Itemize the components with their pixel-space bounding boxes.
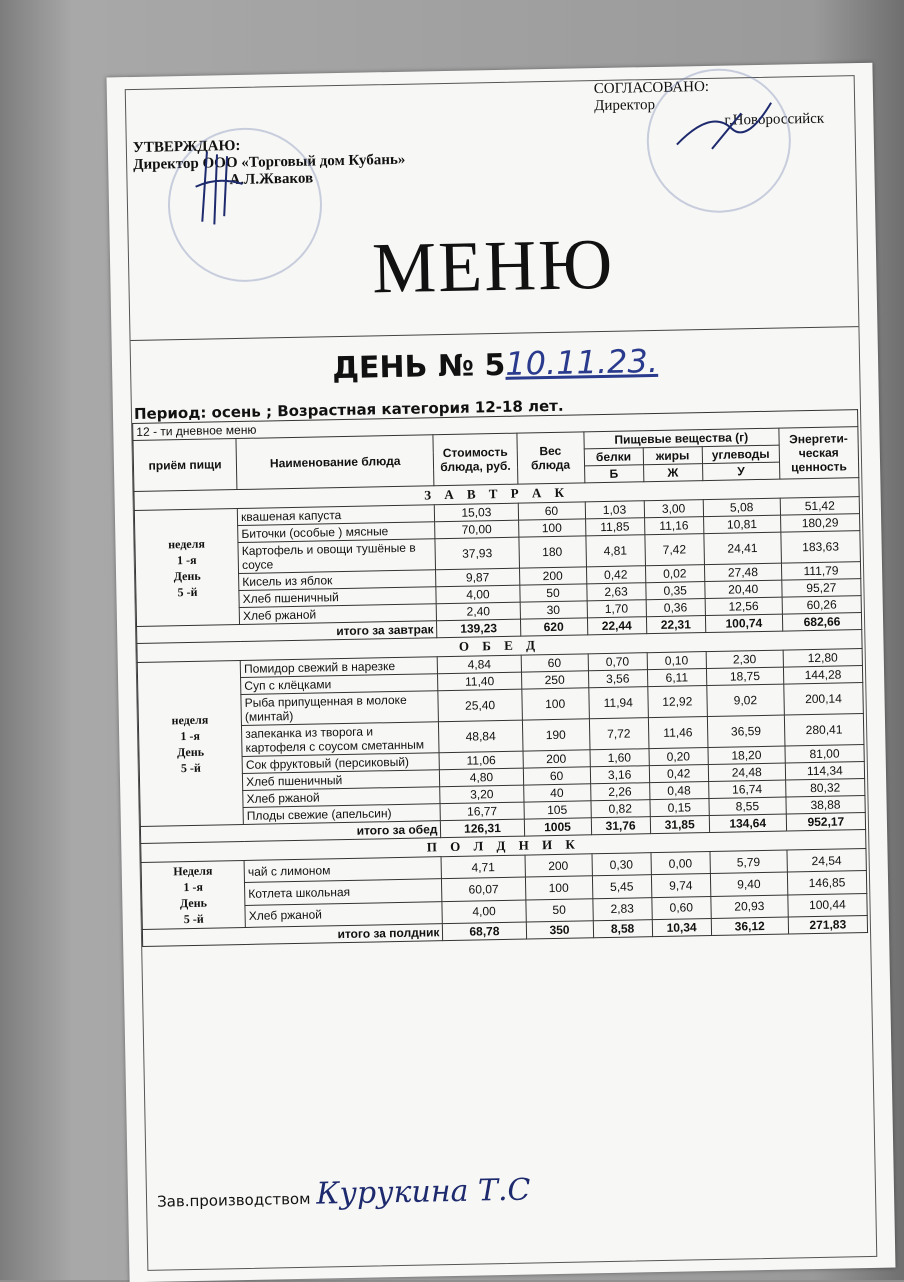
cell-u: 12,56 bbox=[705, 597, 782, 615]
menu-note: 12 - ти дневное меню bbox=[133, 410, 858, 441]
total-label: итого за обед bbox=[140, 821, 441, 844]
cell-u: 5,08 bbox=[703, 498, 780, 516]
section-heading: О Б Е Д bbox=[137, 630, 862, 663]
agreement-position: Директор bbox=[593, 96, 656, 115]
day-heading bbox=[131, 338, 860, 390]
cell-cost: 9,87 bbox=[436, 568, 519, 587]
agreement-signature-icon bbox=[671, 98, 782, 160]
cell-zh: 0,02 bbox=[645, 565, 704, 583]
total-weight: 350 bbox=[526, 921, 593, 939]
dish-name: Котлета школьная bbox=[245, 879, 443, 905]
footer-signature: Курукина Т.С bbox=[316, 1172, 531, 1212]
cell-b: 0,82 bbox=[591, 800, 650, 818]
col-weight: Вес блюда bbox=[516, 432, 584, 484]
day-label: ДЕНЬ № 5 bbox=[331, 347, 506, 387]
cell-cost: 48,84 bbox=[439, 720, 523, 753]
cell-b: 3,56 bbox=[588, 670, 647, 688]
day-date: 10.11.23. bbox=[504, 341, 659, 383]
total-e: 952,17 bbox=[786, 813, 865, 832]
col-b: Б bbox=[584, 465, 643, 483]
dish-name: Хлеб пшеничный bbox=[243, 770, 441, 791]
total-label: итого за завтрак bbox=[137, 621, 438, 644]
agreement-heading: СОГЛАСОВАНО: bbox=[593, 78, 710, 98]
cell-cost: 4,00 bbox=[436, 585, 519, 604]
cell-zh: 6,11 bbox=[647, 669, 706, 687]
cell-e: 183,63 bbox=[781, 531, 861, 564]
cell-e: 95,27 bbox=[782, 579, 861, 598]
section-heading: П О Л Д Н И К bbox=[141, 830, 866, 863]
cell-e: 146,85 bbox=[787, 871, 867, 895]
cell-weight: 100 bbox=[521, 688, 589, 720]
cell-e: 81,00 bbox=[785, 745, 864, 764]
dish-name: квашеная капуста bbox=[237, 505, 435, 526]
cell-weight: 40 bbox=[523, 784, 590, 802]
divider bbox=[131, 326, 859, 341]
col-cost: Стоимость блюда, руб. bbox=[433, 433, 517, 486]
cell-weight: 250 bbox=[521, 671, 588, 689]
total-b: 8,58 bbox=[593, 920, 652, 938]
cell-u: 20,40 bbox=[705, 580, 782, 598]
menu-table bbox=[132, 409, 868, 947]
dish-name: Хлеб ржаной bbox=[245, 901, 443, 927]
cell-cost: 4,71 bbox=[441, 855, 525, 879]
cell-b: 4,81 bbox=[585, 535, 645, 567]
total-weight: 1005 bbox=[524, 818, 591, 836]
cell-b: 5,45 bbox=[592, 875, 651, 898]
cell-b: 11,94 bbox=[588, 687, 648, 719]
cell-u: 2,30 bbox=[706, 650, 783, 668]
cell-e: 180,29 bbox=[780, 514, 859, 533]
col-u: У bbox=[702, 462, 779, 480]
dish-name: запеканка из творога и картофеля с соусом сметанным bbox=[242, 722, 440, 757]
cell-b: 1,03 bbox=[585, 501, 644, 519]
cell-zh: 11,46 bbox=[648, 717, 708, 749]
cell-e: 60,26 bbox=[782, 596, 861, 615]
cell-e: 114,34 bbox=[785, 762, 864, 781]
cell-cost: 4,00 bbox=[442, 900, 526, 924]
meal-group-line: Неделя bbox=[173, 863, 213, 879]
meal-group bbox=[141, 860, 245, 929]
approval-position: Директор ООО «Торговый дом Кубань» bbox=[133, 151, 406, 173]
cell-weight: 200 bbox=[525, 854, 592, 878]
cell-weight: 50 bbox=[519, 584, 586, 602]
cell-u: 24,41 bbox=[704, 532, 782, 564]
section-heading: З А В Т Р А К bbox=[134, 478, 859, 511]
cell-u: 8,55 bbox=[709, 797, 786, 815]
approval-name: А.Л.Жваков bbox=[229, 170, 314, 189]
cell-weight: 50 bbox=[525, 898, 592, 922]
cell-u: 27,48 bbox=[704, 563, 781, 581]
cell-zh: 11,16 bbox=[644, 517, 703, 535]
cell-cost: 15,03 bbox=[435, 503, 518, 522]
meal-group bbox=[137, 661, 243, 827]
cell-weight: 105 bbox=[524, 801, 591, 819]
cell-cost: 25,40 bbox=[438, 689, 522, 722]
total-u: 36,12 bbox=[711, 917, 788, 935]
meal-group-line: 5 -й bbox=[183, 911, 204, 927]
cell-weight: 190 bbox=[522, 719, 590, 751]
cell-e: 12,80 bbox=[783, 649, 862, 668]
cell-weight: 180 bbox=[518, 536, 586, 568]
cell-u: 9,40 bbox=[710, 872, 788, 896]
cell-weight: 60 bbox=[521, 654, 588, 672]
cell-u: 16,74 bbox=[708, 780, 785, 798]
total-label: итого за полдник bbox=[142, 924, 443, 947]
total-cost: 139,23 bbox=[437, 619, 520, 638]
col-energy: Энергети-ческая ценность bbox=[779, 427, 859, 480]
total-zh: 31,85 bbox=[650, 816, 709, 834]
cell-zh: 0,60 bbox=[652, 896, 711, 919]
cell-zh: 0,35 bbox=[645, 582, 704, 600]
dish-name: Суп с клёцками bbox=[241, 674, 439, 695]
cell-b: 3,16 bbox=[590, 766, 649, 784]
meal-group-line: 1 -я bbox=[183, 879, 204, 895]
cell-u: 10,81 bbox=[703, 515, 780, 533]
total-zh: 10,34 bbox=[652, 919, 711, 937]
cell-u: 36,59 bbox=[707, 715, 785, 747]
cell-zh: 0,36 bbox=[646, 599, 705, 617]
dish-name: Хлеб ржаной bbox=[239, 604, 437, 625]
cell-u: 18,20 bbox=[708, 746, 785, 764]
cell-cost: 11,06 bbox=[439, 751, 522, 770]
total-u: 100,74 bbox=[705, 614, 782, 632]
dish-name: Картофель и овощи тушёные в соусе bbox=[238, 539, 436, 574]
col-fat: жиры bbox=[643, 447, 702, 465]
cell-u: 18,75 bbox=[706, 667, 783, 685]
cell-e: 280,41 bbox=[784, 714, 864, 747]
cell-b: 2,83 bbox=[592, 897, 651, 920]
total-u: 134,64 bbox=[709, 814, 786, 832]
cell-cost: 4,80 bbox=[440, 768, 523, 787]
cell-u: 5,79 bbox=[710, 850, 788, 874]
cell-cost: 37,93 bbox=[435, 537, 519, 570]
cell-cost: 3,20 bbox=[440, 785, 523, 804]
cell-b: 1,60 bbox=[590, 749, 649, 767]
total-e: 271,83 bbox=[788, 916, 867, 935]
cell-weight: 60 bbox=[523, 767, 590, 785]
meal-group-line: неделя bbox=[171, 712, 209, 727]
cell-e: 24,54 bbox=[787, 849, 867, 873]
col-nutrients: Пищевые вещества (г) bbox=[583, 428, 779, 449]
meal-group-line: 5 -й bbox=[180, 760, 201, 775]
cell-u: 24,48 bbox=[708, 763, 785, 781]
period-line: Период: осень ; Возрастная категория 12-18 лет. bbox=[133, 396, 564, 423]
dish-name: Хлеб пшеничный bbox=[239, 587, 437, 608]
meal-group-line: День bbox=[179, 895, 208, 911]
cell-zh: 0,10 bbox=[647, 652, 706, 670]
meal-group-line: День bbox=[173, 568, 201, 583]
total-b: 31,76 bbox=[591, 817, 650, 835]
cell-weight: 200 bbox=[523, 750, 590, 768]
cell-zh: 7,42 bbox=[645, 534, 705, 566]
cell-weight: 200 bbox=[519, 567, 586, 585]
cell-zh: 12,92 bbox=[647, 686, 707, 718]
meal-group-line: 1 -я bbox=[176, 552, 197, 567]
dish-name: Рыба припущенная в молоке (минтай) bbox=[241, 691, 439, 726]
total-b: 22,44 bbox=[587, 617, 646, 635]
meal-group-line: День bbox=[176, 744, 205, 759]
cell-u: 9,02 bbox=[707, 684, 785, 716]
cell-b: 0,30 bbox=[592, 853, 651, 876]
cell-zh: 0,48 bbox=[649, 782, 708, 800]
cell-e: 200,14 bbox=[784, 683, 864, 716]
meal-group bbox=[134, 509, 239, 627]
cell-weight: 60 bbox=[518, 502, 585, 520]
dish-name: Хлеб ржаной bbox=[243, 787, 441, 808]
cell-cost: 60,07 bbox=[442, 877, 526, 901]
cell-zh: 0,00 bbox=[651, 852, 710, 875]
dish-name: чай с лимоном bbox=[244, 857, 442, 883]
meal-group-line: неделя bbox=[168, 536, 206, 551]
cell-u: 20,93 bbox=[711, 895, 789, 919]
cell-b: 7,72 bbox=[589, 718, 649, 750]
agreement-city: г.Новороссийск bbox=[724, 110, 825, 129]
cell-b: 1,70 bbox=[587, 600, 646, 618]
cell-e: 51,42 bbox=[780, 497, 859, 516]
cell-zh: 0,42 bbox=[649, 765, 708, 783]
footer bbox=[157, 1173, 531, 1215]
cell-e: 144,28 bbox=[783, 666, 862, 685]
footer-label: Зав.производством bbox=[156, 1189, 311, 1211]
cell-zh: 0,15 bbox=[650, 799, 709, 817]
cell-b: 11,85 bbox=[585, 518, 644, 536]
cell-zh: 9,74 bbox=[651, 874, 710, 897]
total-zh: 22,31 bbox=[646, 616, 705, 634]
cell-b: 2,63 bbox=[586, 583, 645, 601]
dish-name: Помидор свежий в нарезке bbox=[240, 657, 438, 678]
cell-zh: 0,20 bbox=[649, 748, 708, 766]
meal-group-line: 1 -я bbox=[180, 728, 201, 743]
cell-e: 38,88 bbox=[786, 796, 865, 815]
approval-heading: УТВЕРЖДАЮ: bbox=[132, 137, 241, 156]
total-cost: 126,31 bbox=[441, 819, 524, 838]
total-weight: 620 bbox=[520, 618, 587, 636]
cell-zh: 3,00 bbox=[644, 500, 703, 518]
cell-cost: 2,40 bbox=[437, 602, 520, 621]
col-zh: Ж bbox=[643, 464, 702, 482]
cell-weight: 30 bbox=[520, 601, 587, 619]
dish-name: Сок фруктовый (персиковый) bbox=[242, 753, 440, 774]
dish-name: Кисель из яблок bbox=[239, 570, 437, 591]
page-title: МЕНЮ bbox=[371, 223, 615, 309]
col-carbs: углеводы bbox=[702, 445, 779, 463]
dish-name: Плоды свежие (апельсин) bbox=[243, 804, 441, 825]
cell-cost: 4,84 bbox=[438, 655, 521, 674]
total-cost: 68,78 bbox=[443, 922, 526, 941]
cell-cost: 11,40 bbox=[438, 672, 521, 691]
cell-weight: 100 bbox=[525, 876, 592, 900]
dish-name: Биточки (особые ) мясные bbox=[238, 522, 436, 543]
cell-weight: 100 bbox=[518, 519, 585, 537]
cell-e: 100,44 bbox=[788, 893, 868, 917]
cell-e: 111,79 bbox=[781, 562, 860, 581]
total-e: 682,66 bbox=[782, 613, 861, 632]
cell-e: 80,32 bbox=[785, 779, 864, 798]
cell-b: 0,42 bbox=[586, 566, 645, 584]
col-protein: белки bbox=[584, 448, 643, 466]
col-meal: приём пищи bbox=[133, 439, 237, 492]
cell-b: 0,70 bbox=[588, 653, 647, 671]
meal-group-line: 5 -й bbox=[177, 584, 198, 599]
cell-cost: 16,77 bbox=[440, 802, 523, 821]
cell-cost: 70,00 bbox=[435, 520, 518, 539]
cell-b: 2,26 bbox=[590, 783, 649, 801]
col-dish: Наименование блюда bbox=[236, 435, 434, 490]
menu-body bbox=[134, 478, 868, 947]
document-frame bbox=[125, 75, 878, 1271]
menu-document bbox=[107, 63, 896, 1282]
